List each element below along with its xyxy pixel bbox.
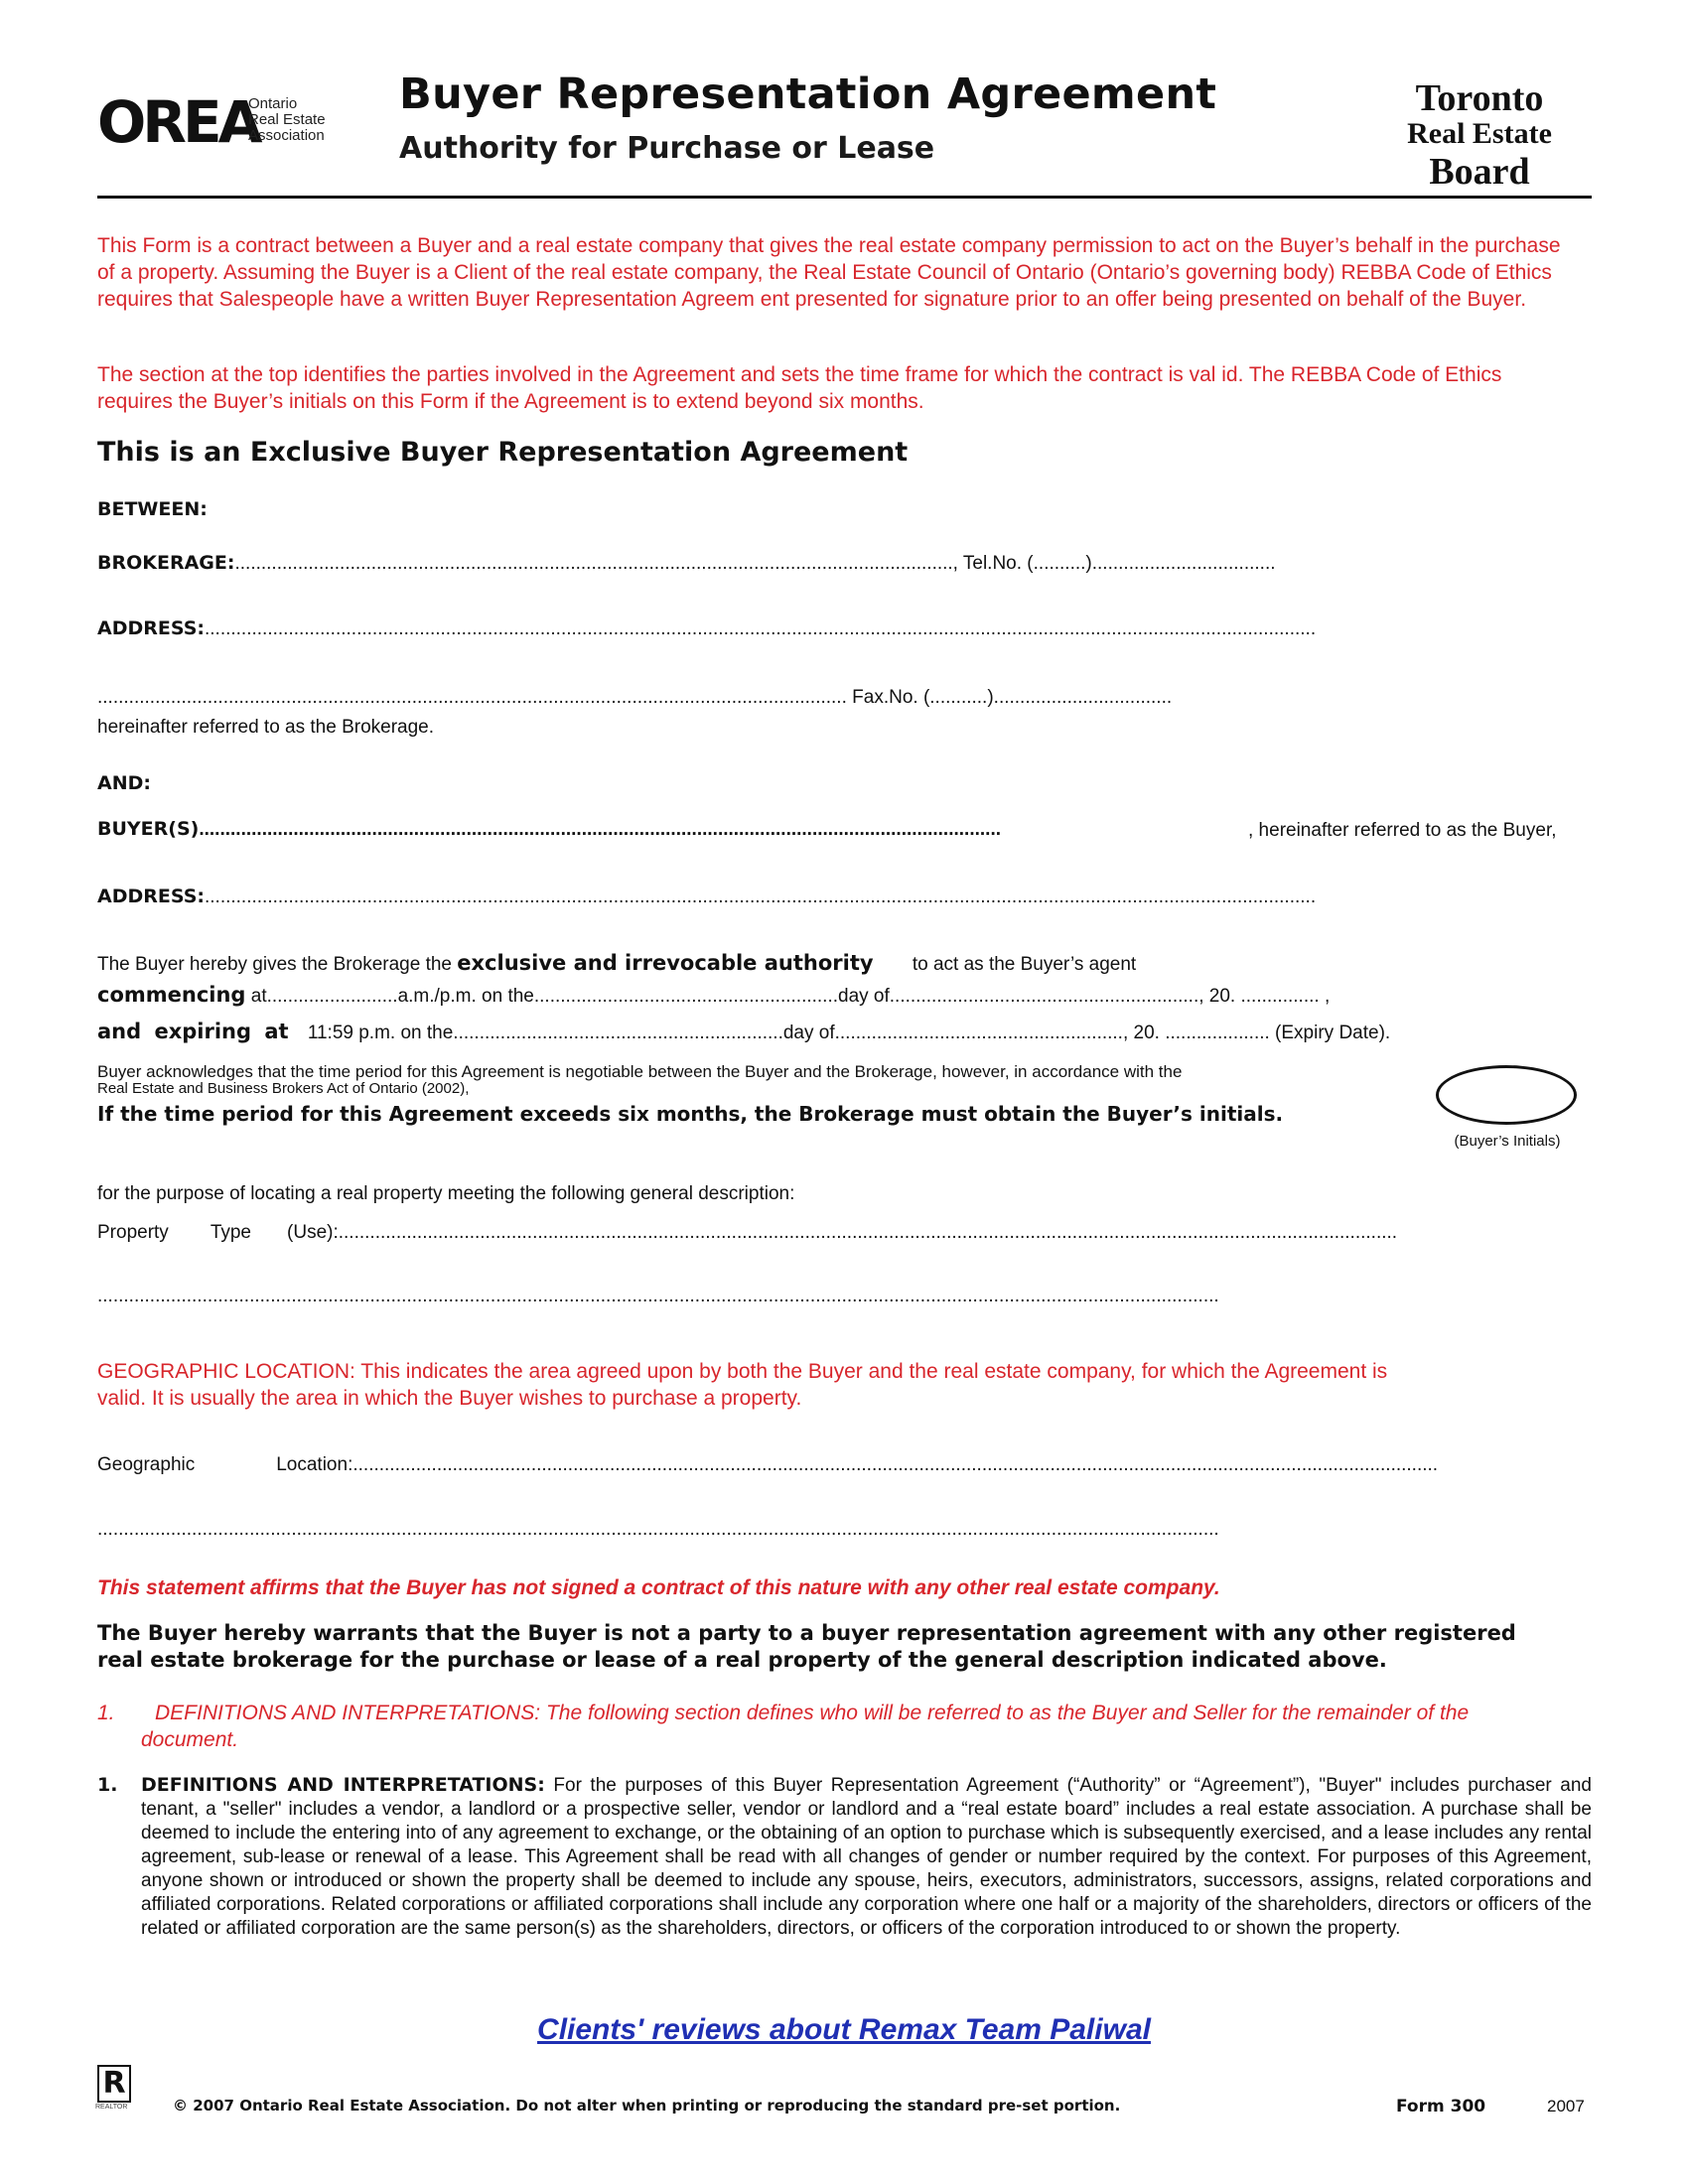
realtor-caption: REALTOR (95, 2104, 128, 2111)
definitions-body: For the purposes of this Buyer Representation Agreement (“Authority” or “Agreement”), "Buyer" includes purchaser and tenant, a "seller" includes a vendor, a landlord or a prospective seller, vendor or landlord and a “real estate board” includes a real estate association. A purchase shall be deemed to include the entering into of any agreement to exchange, or the obtaining of an option to purchase which is subsequently exercised, and a lease includes any rental agreement, sub-lease or renewal of a lease. This Agreement shall be read with all changes of gender or number required by the context. For purposes of this Agreement, anyone shown or introduced or shown the property shall be deemed to include any spouse, heirs, executors, administrators, successors, assigns, related corporations and affiliated corporations. Related corporations or affiliated corporations shall include any corporation where one half or a majority of the shareholders, directors or officers of the related or affiliated corporation are the same person(s) as the shareholders, directors, or officers of the corporation introduced to or shown the property. (141, 1775, 1592, 1939)
brokerage-ref-text: hereinafter referred to as the Brokerage. (97, 717, 435, 738)
orea-logo-word: OREA (97, 88, 259, 156)
six-month-warning: If the time period for this Agreement exceeds six months, the Brokerage must obtain the Buyer’s initials. (97, 1102, 1284, 1126)
geographic-location-line-2[interactable]: ...................................................................................................................................................................................................................... (97, 1519, 1219, 1540)
brokerage-dots: ........................................................................................................................................., Tel.No. (..........)................................... (234, 553, 1276, 574)
orea-logo-subtitle: Ontario Real Estate Association (248, 95, 326, 144)
and-label: AND: (97, 772, 151, 794)
brokerage-label: BROKERAGE: (97, 552, 235, 574)
intro-note-1: This Form is a contract between a Buyer and a real estate company that gives the real estate company permission to act on the Buyer’s behalf in the purchase of a property. Assuming the Buyer is a Client of the real estate company, the Real Estate Council of Ontario (Ontario’s governing body) REBBA Code of Ethics requires that Salespeople have a written Buyer Representation Agreem ent presented for signature prior to an offer being presented on behalf of the Buyer. (97, 234, 1561, 311)
expiring-field[interactable]: and expiring at 11:59 p.m. on the...............................................................day of......................................................., 20. .................... (Expiry Date). (97, 1020, 1391, 1043)
form-year: 2007 (1547, 2097, 1585, 2116)
authority-statement: The Buyer hereby gives the Brokerage the exclusive and irrevocable authority to act as the Buyer’s agent (97, 951, 1137, 975)
intro-note-2: The section at the top identifies the parties involved in the Agreement and sets the time frame for which the contract is val id. The REBBA Code of Ethics requires the Buyer’s initials on this Form if the Agreement is to extend beyond six months. (97, 363, 1502, 413)
realtor-r-icon: R (102, 2066, 126, 2101)
buyer-initials-caption: (Buyer’s Initials) (1454, 1133, 1561, 1150)
buyers-ref-text: , hereinafter referred to as the Buyer, (1248, 820, 1557, 841)
header-divider (97, 196, 1592, 199)
between-label: BETWEEN: (97, 498, 208, 520)
property-type-field[interactable]: Property Type (Use):.......................................................................................................................................................................................................... (97, 1222, 1398, 1243)
buyer-address-label: ADDRESS: (97, 886, 205, 907)
address-label: ADDRESS: (97, 617, 205, 639)
buyers-label: BUYER(S) (97, 818, 200, 840)
copyright-text: © 2007 Ontario Real Estate Association. Do not alter when printing or reproducing the standard pre-set portion. (173, 2097, 1121, 2115)
brokerage-fax-field[interactable]: ............................................................................................................................................... Fax.No. (...........).................................. (97, 687, 1173, 708)
document-subtitle: Authority for Purchase or Lease (399, 131, 935, 166)
warranty-note: This statement affirms that the Buyer has not signed a contract of this nature with any other real estate company. (97, 1576, 1220, 1599)
clients-reviews-link[interactable]: Clients' reviews about Remax Team Paliwal (537, 2013, 1151, 2046)
form-number: Form 300 (1396, 2097, 1486, 2116)
buyer-address-field[interactable] (97, 886, 1316, 908)
definitions-title: DEFINITIONS AND INTERPRETATIONS: (141, 1774, 545, 1796)
brokerage-address-field[interactable] (97, 617, 1316, 640)
agreement-heading: This is an Exclusive Buyer Representation Agreement (97, 437, 909, 468)
definitions-number: 1. (97, 1774, 118, 1796)
definitions-section (97, 1773, 1592, 1941)
purpose-text: for the purpose of locating a real property meeting the following general description: (97, 1183, 795, 1204)
buyer-initials-oval[interactable] (1436, 1065, 1577, 1125)
address-dots: .................................................................................................................................................................................................................... (204, 618, 1317, 639)
acknowledgement-text: Buyer acknowledges that the time period for this Agreement is negotiable between the Buyer and the Brokerage, however, in accordance with the Real Estate and Business Brokers Act of Ontario (2002), (97, 1062, 1183, 1097)
board-name: Toronto Real Estate Board (1407, 77, 1552, 193)
buyers-dots: ......................................................................................................................................................... (199, 819, 1002, 840)
buyer-address-dots: .................................................................................................................................................................................................................... (204, 887, 1317, 907)
brokerage-field[interactable] (97, 552, 1276, 575)
commencing-field[interactable]: commencing at.........................a.m./p.m. on the..........................................................day of..........................................................., 20. ............... , (97, 983, 1331, 1007)
definitions-note: 1. DEFINITIONS AND INTERPRETATIONS: The following section defines who will be referred to as the Buyer and Seller for the remainder of the document. (97, 1702, 1470, 1751)
warranty-text: The Buyer hereby warrants that the Buyer is not a party to a buyer representation agreement with any other registered real estate brokerage for the purchase or lease of a real property of the general description indicated above. (97, 1621, 1516, 1672)
geographic-note: GEOGRAPHIC LOCATION: This indicates the area agreed upon by both the Buyer and the real estate company, for which the Agreement is valid. It is usually the area in which the Buyer wishes to purchase a property. (97, 1360, 1388, 1410)
document-title: Buyer Representation Agreement (399, 69, 1217, 119)
geographic-location-field[interactable]: Geographic Location:............................................................................................................................................................................................................... (97, 1454, 1439, 1475)
property-type-line-2[interactable]: ...................................................................................................................................................................................................................... (97, 1286, 1219, 1306)
buyers-field[interactable] (97, 818, 1001, 841)
